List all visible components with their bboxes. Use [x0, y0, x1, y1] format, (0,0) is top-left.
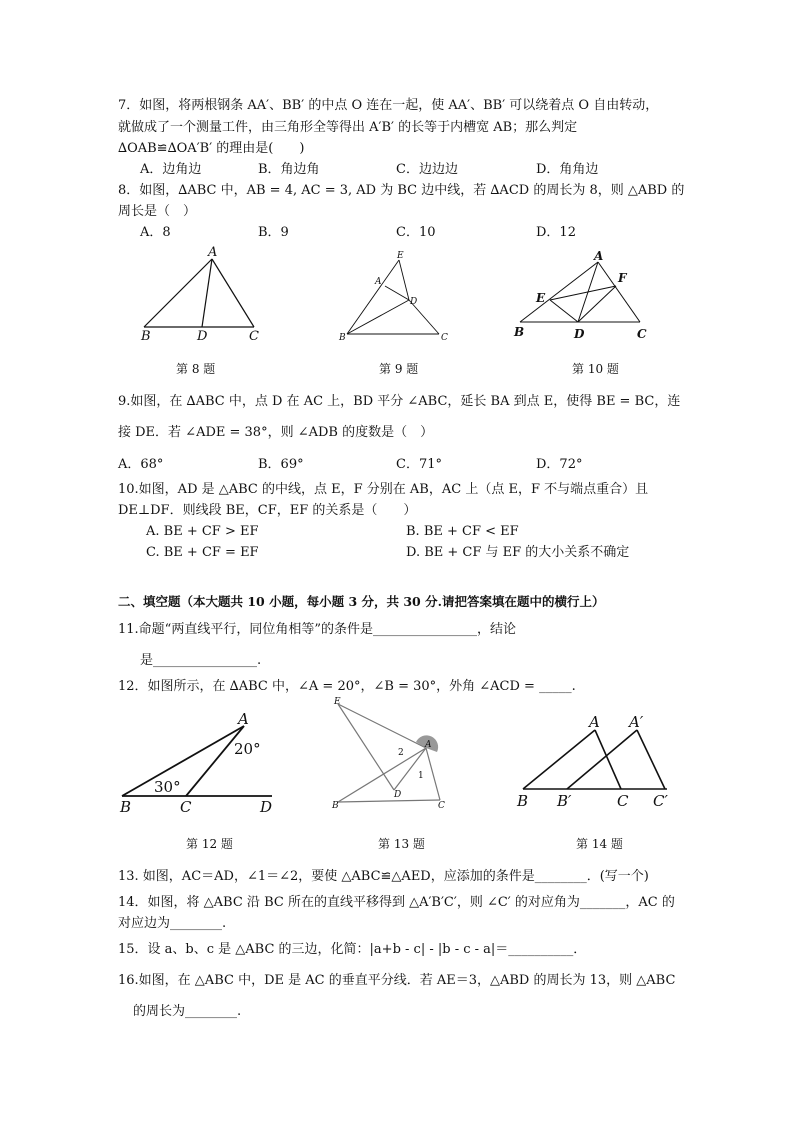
- figure-9: [335, 248, 455, 348]
- fig13-label-2: 2: [398, 748, 404, 758]
- fig14-label-a: A: [589, 713, 600, 731]
- q8-option-d: D．12: [536, 225, 576, 240]
- q7-line2: 就做成了一个测量工件，由三角形全等得出 A′B′ 的长等于内槽宽 AB；那么判定: [118, 120, 578, 135]
- q8-option-b: B．9: [258, 225, 289, 240]
- q10-option-c: C. BE + CF = EF: [146, 545, 259, 560]
- q10-line2: DE⊥DF．则线段 BE，CF，EF 的关系是（ ）: [118, 503, 417, 518]
- fig9-label-a: A: [375, 277, 382, 287]
- q9-option-b: B．69°: [258, 457, 304, 472]
- fig8-label-d: D: [197, 329, 208, 344]
- q8-line2: 周长是（ ）: [118, 204, 197, 219]
- fig10-label-b: B: [514, 325, 525, 339]
- q9-line2: 接 DE．若 ∠ADE = 38°，则 ∠ADB 的度数是（ ）: [118, 425, 434, 440]
- q14-line2: 对应边为________.: [118, 916, 227, 931]
- q10-line1: 10.如图，AD 是 △ABC 的中线，点 E，F 分别在 AB，AC 上（点 E，F 不与端点重合）且: [118, 482, 649, 497]
- fig13-label-a: A: [425, 740, 432, 750]
- fig10-label-e: E: [536, 291, 546, 305]
- q10-option-b: B. BE + CF < EF: [406, 524, 519, 539]
- q13-line1: 13. 如图，AC＝AD，∠1＝∠2，要使 △ABC≌△AED，应添加的条件是________．(写一个): [118, 869, 649, 884]
- figure-10: [510, 250, 660, 345]
- q11-line1: 11.命题“两直线平行，同位角相等”的条件是________________，结论: [118, 622, 516, 637]
- q14-line1: 14．如图，将 △ABC 沿 BC 所在的直线平移得到 △A′B′C′，则 ∠C′ 的对应角为_______，AC 的: [118, 895, 675, 910]
- q7-option-a: A．边角边: [140, 162, 202, 177]
- fig14-label-c-prime: C′: [653, 792, 668, 810]
- fig14-label-b: B: [517, 792, 529, 810]
- fig10-label-d: D: [574, 327, 585, 341]
- fig12-label-30deg: 30°: [154, 778, 181, 796]
- fig10-label-f: F: [618, 271, 627, 285]
- fig12-label-c: C: [180, 798, 192, 816]
- fig9-label-d: D: [410, 297, 418, 307]
- figure-8: [130, 245, 270, 345]
- fig8-caption: 第 8 题: [176, 362, 216, 376]
- q12-line1: 12．如图所示，在 ∆ABC 中，∠A = 20°，∠B = 30°，外角 ∠ACD = _____.: [118, 679, 576, 694]
- fig9-label-b: B: [339, 333, 346, 343]
- fig10-caption: 第 10 题: [572, 362, 619, 376]
- fig12-label-a: A: [238, 710, 249, 728]
- fig14-label-b-prime: B′: [557, 792, 572, 810]
- fig12-label-d: D: [260, 798, 273, 816]
- fig13-caption: 第 13 题: [378, 837, 425, 851]
- q9-option-d: D．72°: [536, 457, 583, 472]
- q8-option-a: A．8: [140, 225, 171, 240]
- q7-line1: 7．如图，将两根钢条 AA′、BB′ 的中点 O 连在一起，使 AA′、BB′ 可以绕着点 O 自由转动，: [118, 98, 659, 113]
- q7-option-d: D．角角边: [536, 162, 599, 177]
- q10-option-a: A. BE + CF > EF: [146, 524, 259, 539]
- q8-option-c: C．10: [396, 225, 436, 240]
- q10-option-d: D. BE + CF 与 EF 的大小关系不确定: [406, 545, 630, 560]
- q7-option-c: C．边边边: [396, 162, 458, 177]
- figure-12: [118, 708, 283, 818]
- fig9-label-e: E: [397, 251, 404, 261]
- q15-line1: 15．设 a、b、c 是 △ABC 的三边，化简：|a+b - c| - |b - c - a|＝__________．: [118, 942, 587, 957]
- fig8-label-a: A: [208, 245, 218, 260]
- fig13-label-1: 1: [418, 771, 424, 781]
- q16-line2: 的周长为________.: [133, 1004, 242, 1019]
- q8-line1: 8．如图，∆ABC 中，AB = 4, AC = 3, AD 为 BC 边中线，若 ∆ACD 的周长为 8，则 △ABD 的: [118, 183, 685, 198]
- fig13-label-e: E: [334, 697, 341, 707]
- fig8-label-b: B: [141, 329, 151, 344]
- fig13-label-b: B: [332, 801, 339, 811]
- fig8-label-c: C: [249, 329, 259, 344]
- figure-13: [330, 697, 455, 815]
- figure-14: [515, 712, 685, 812]
- fig9-caption: 第 9 题: [379, 362, 419, 376]
- fig10-label-a: A: [594, 249, 604, 263]
- fig14-label-c: C: [617, 792, 629, 810]
- q9-option-c: C．71°: [396, 457, 442, 472]
- q9-option-a: A．68°: [118, 457, 164, 472]
- fig12-label-b: B: [120, 798, 132, 816]
- fig13-label-d: D: [394, 790, 402, 800]
- fig13-label-c: C: [438, 801, 445, 811]
- q16-line1: 16.如图，在 △ABC 中，DE 是 AC 的垂直平分线．若 AE＝3，△ABD 的周长为 13，则 △ABC: [118, 973, 676, 988]
- fig12-label-20deg: 20°: [234, 740, 261, 758]
- q11-line2: 是________________.: [140, 653, 262, 668]
- fig14-label-a-prime: A′: [629, 713, 644, 731]
- fig9-label-c: C: [441, 333, 448, 343]
- fig10-label-c: C: [637, 327, 647, 341]
- q7-option-b: B．角边角: [258, 162, 320, 177]
- q9-line1: 9.如图，在 ∆ABC 中，点 D 在 AC 上，BD 平分 ∠ABC，延长 BA 到点 E，使得 BE = BC，连: [118, 394, 681, 409]
- fig12-caption: 第 12 题: [186, 837, 233, 851]
- section2-title: 二、填空题（本大题共 10 小题，每小题 3 分，共 30 分.请把答案填在题中的横行上）: [118, 594, 605, 609]
- fig14-caption: 第 14 题: [576, 837, 623, 851]
- q7-line3: ∆OAB≌∆OA′B′ 的理由是( ): [118, 141, 305, 156]
